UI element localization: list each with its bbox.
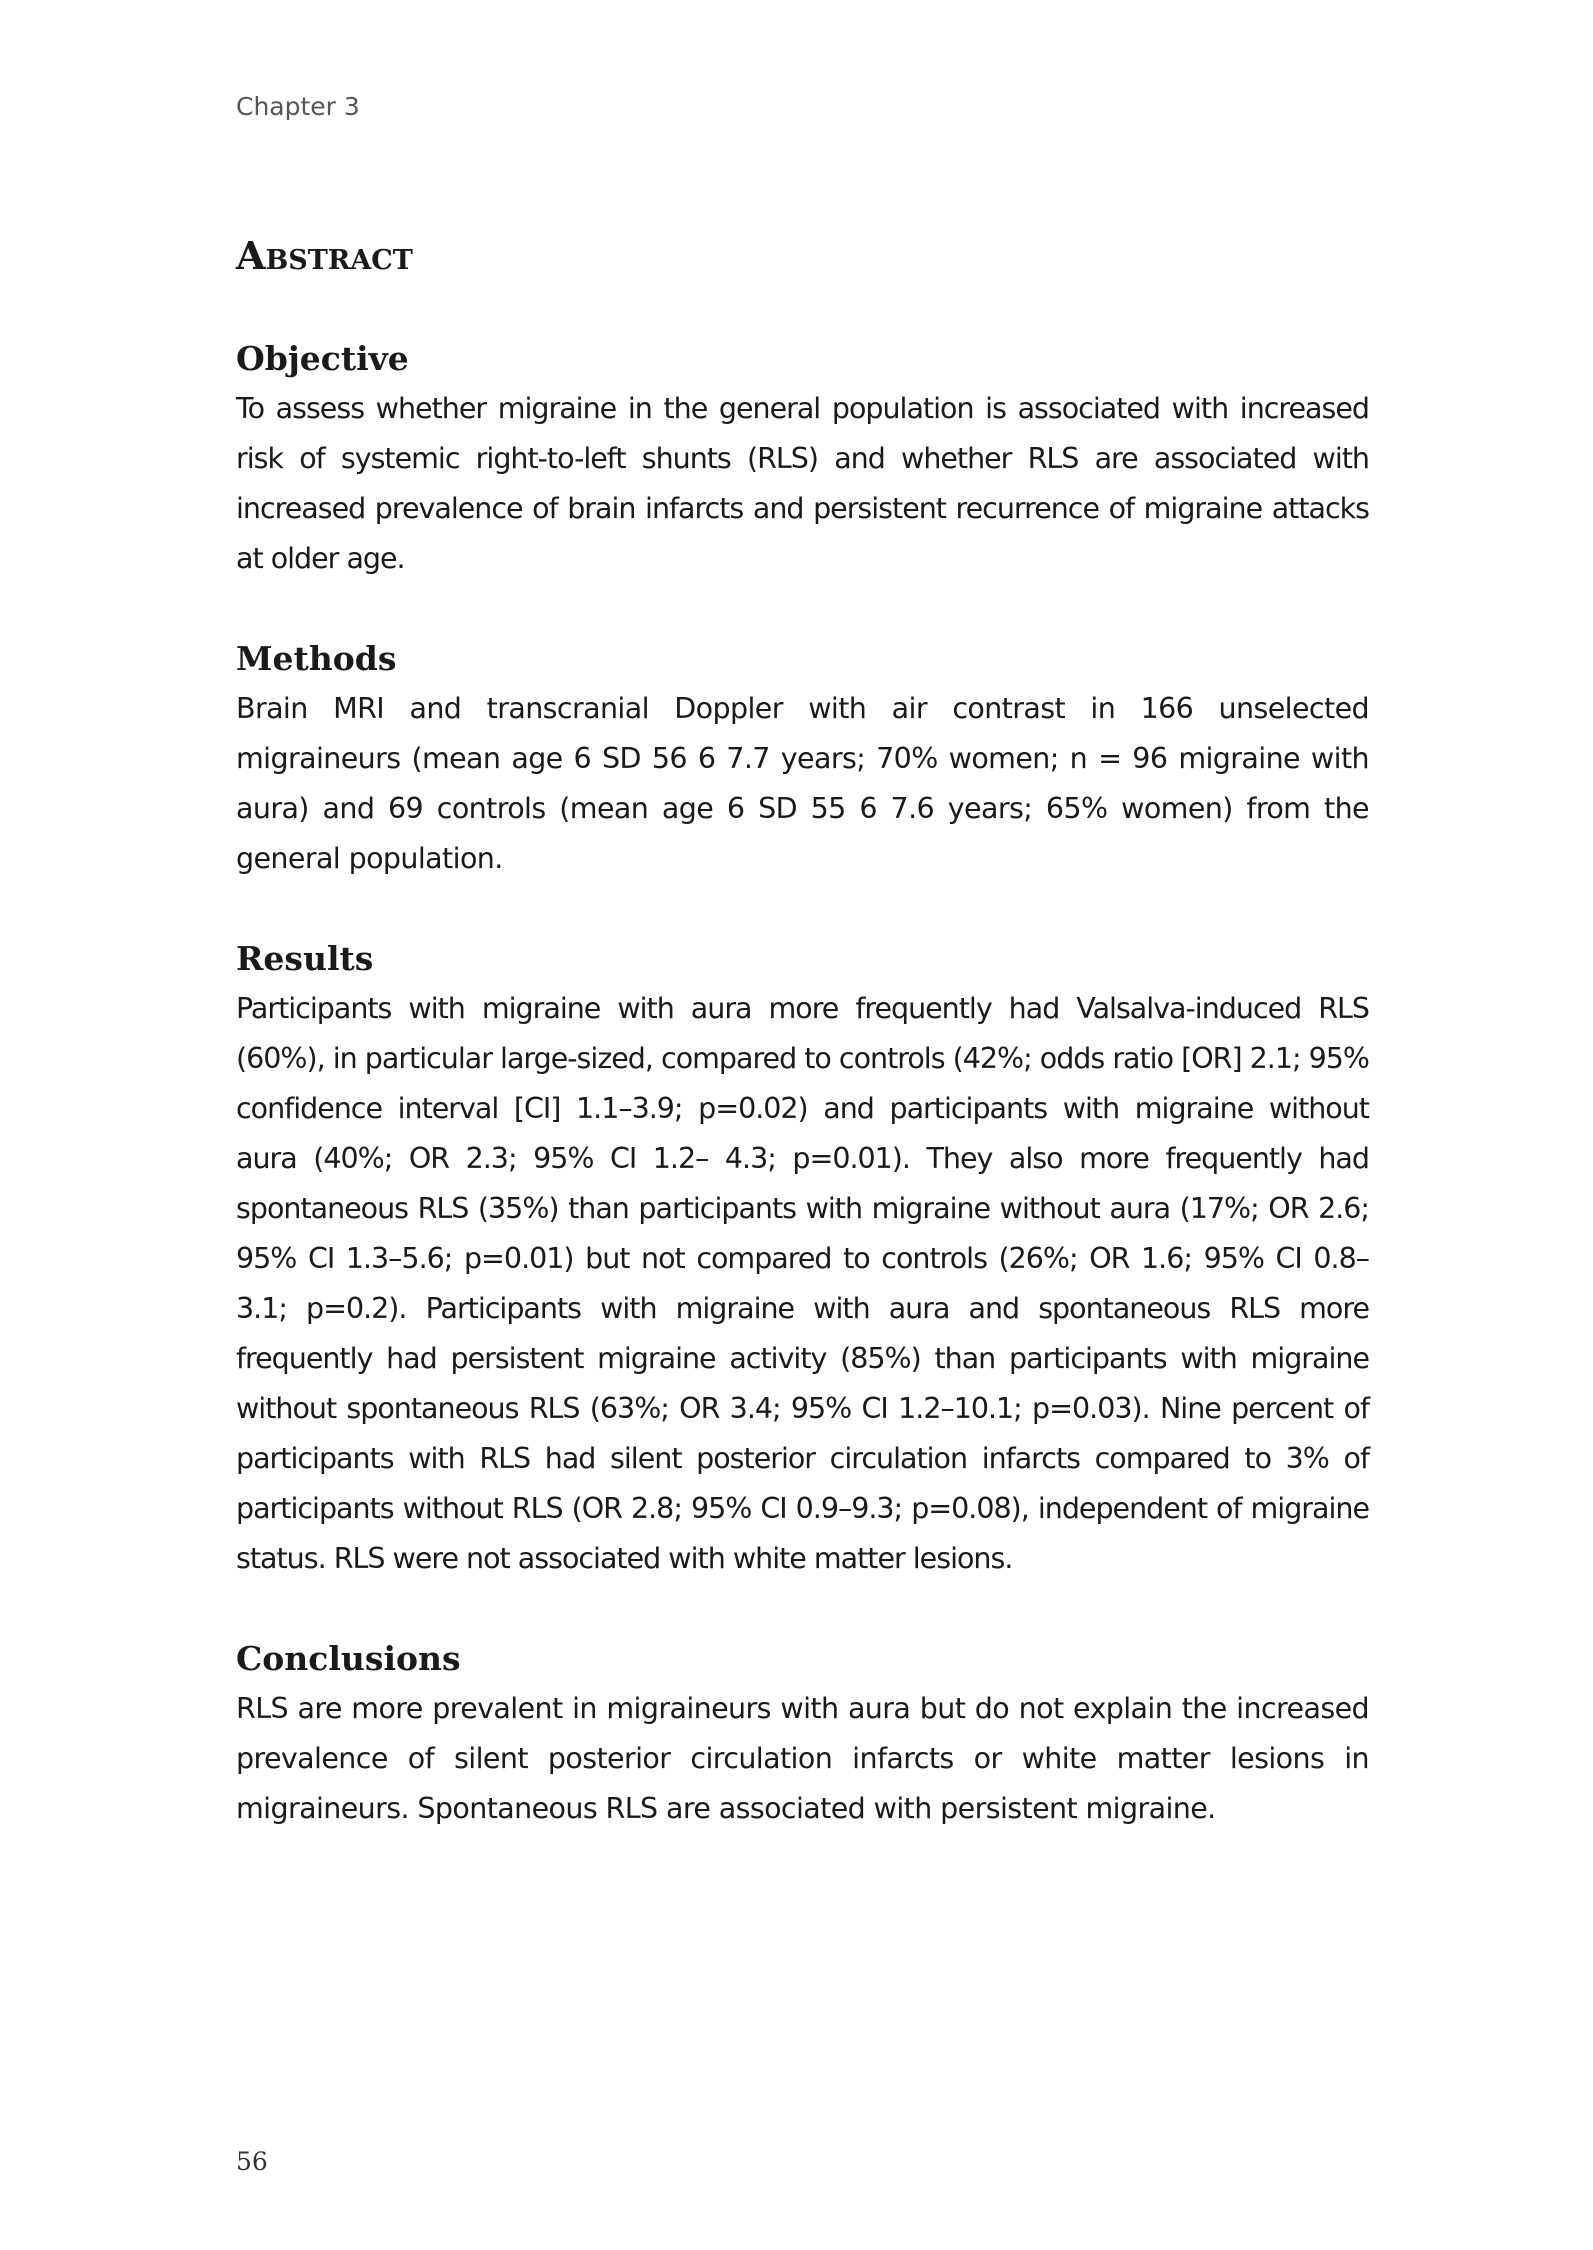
running-head: Chapter 3 (236, 92, 360, 121)
section-methods (236, 634, 1369, 884)
abstract (236, 228, 1369, 1884)
section-heading-conclusions: Conclusions (236, 1639, 461, 1678)
abstract-title: Abstract (236, 233, 413, 278)
section-heading-objective: Objective (236, 339, 409, 378)
section-results (236, 934, 1369, 1584)
section-objective (236, 334, 1369, 584)
page-number: 56 (236, 2147, 268, 2176)
section-conclusions (236, 1634, 1369, 1834)
section-body-results: Participants with migraine with aura more frequently had Valsalva-induced RLS (60%), in particular large-sized, compared to controls (42%; odds ratio [OR] 2.1; 95% confidence interval [CI] 1.1–3.9; p=0.02) and participants with migraine without aura (40%; OR 2.3; 95% CI 1.2– 4.3; p=0.01). They also more frequently had spontaneous RLS (35%) than participants with migraine without aura (17%; OR 2.6; 95% CI 1.3–5.6; p=0.01) but not compared to controls (26%; OR 1.6; 95% CI 0.8–3.1; p=0.2). Participants with migraine with aura and spontaneous RLS more frequently had persistent migraine activity (85%) than participants with migraine without spontaneous RLS (63%; OR 3.4; 95% CI 1.2–10.1; p=0.03). Nine percent of participants with RLS had silent posterior circulation infarcts compared to 3% of participants without RLS (OR 2.8; 95% CI 0.9–9.3; p=0.08), independent of migraine status. RLS were not associated with white matter lesions. (236, 992, 1369, 1575)
section-body-objective: To assess whether migraine in the general population is associated with increased risk of systemic right-to-left shunts (RLS) and whether RLS are associated with increased prevalence of brain infarcts and persistent recurrence of migraine attacks at older age. (236, 392, 1369, 575)
section-heading-results: Results (236, 939, 374, 978)
section-body-methods: Brain MRI and transcranial Doppler with air contrast in 166 unselected migraineurs (mean age 6 SD 56 6 7.7 years; 70% women; n = 96 migraine with aura) and 69 controls (mean age 6 SD 55 6 7.6 years; 65% women) from the general population. (236, 692, 1369, 875)
section-heading-methods: Methods (236, 639, 397, 678)
section-body-conclusions: RLS are more prevalent in migraineurs with aura but do not explain the increased prevalence of silent posterior circulation infarcts or white matter lesions in migraineurs. Spontaneous RLS are associated with persistent migraine. (236, 1692, 1369, 1825)
